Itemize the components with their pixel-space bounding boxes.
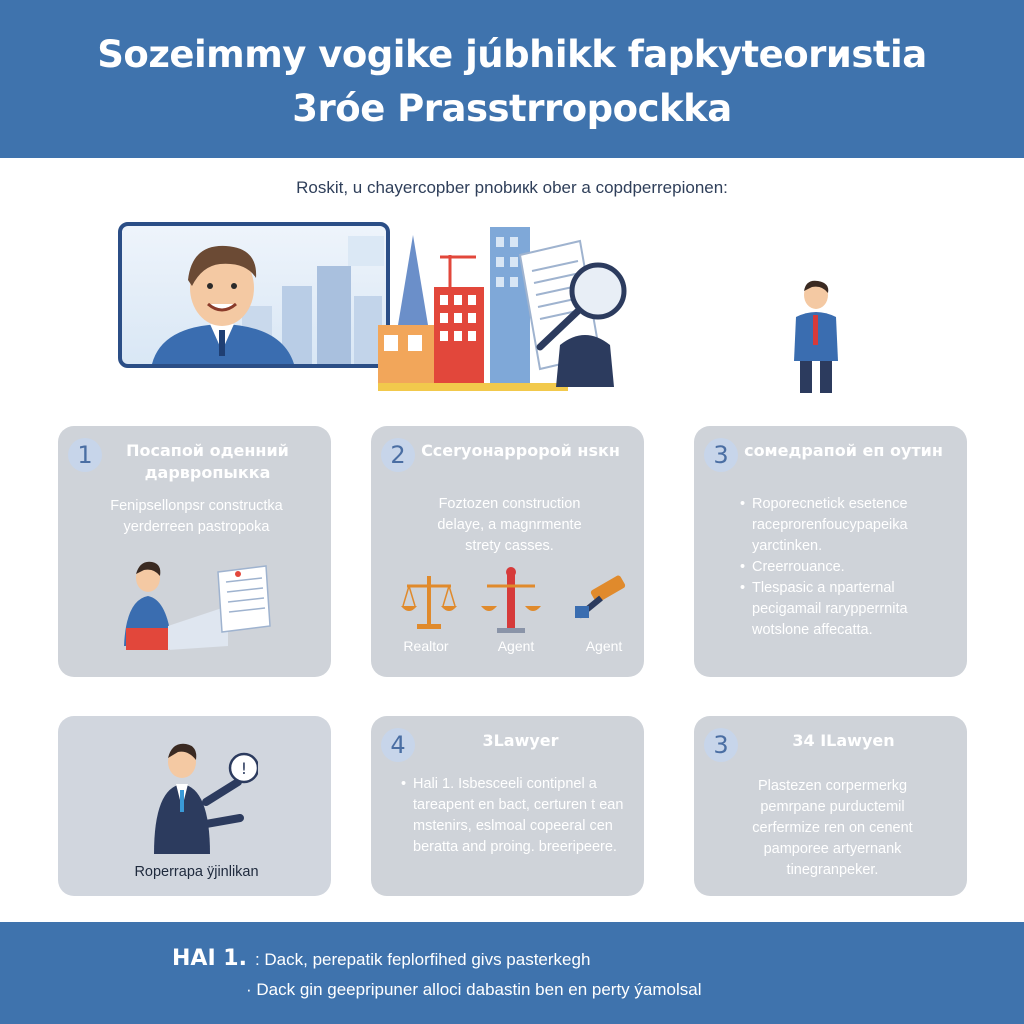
icon-label: Realtor: [403, 638, 449, 654]
page-title-line2: 3róe Prasstrropockka: [292, 87, 732, 130]
card-caption: Roperrapa ÿjinlikan: [134, 864, 259, 880]
magnifier-document-icon: [490, 235, 640, 395]
card-body: [76, 496, 317, 538]
header-banner: [0, 0, 1024, 158]
info-card-6: [694, 716, 967, 896]
card-number: 4: [381, 728, 415, 762]
consultant-icon: [148, 738, 258, 858]
footer-line-2: · Dack gin geepripuner alloci dabastin ben en perty ýamolsal: [246, 980, 702, 999]
card-body-line: Plastezen corpermerkg: [757, 778, 908, 794]
footer-line-1: : Dack, perepatik feplorfihed givs pasterkegh: [254, 950, 591, 969]
bullet-item: • Roporecnetick esetence raceprorenfoucypapeika yarctinken.: [740, 494, 943, 557]
card-title: 3Lawyer: [482, 731, 559, 750]
laptop-worker-icon: [118, 556, 278, 656]
businessman-icon: [782, 277, 852, 397]
card-title: сомедрапой еп оутин: [744, 441, 943, 460]
presenter-video-icon: [118, 222, 390, 368]
scales-icon: [481, 566, 541, 636]
card-number: 3: [704, 438, 738, 472]
card-body-line: pemrpane purductemil: [760, 799, 905, 815]
bullet-item: • Hali 1. Isbesceeli contipnel a tareapent en bact, certuren t ean mstenirs, eslmoal copeeral cen beratta and proing. breeripeere.: [401, 774, 626, 858]
card-title: 34 ILawyen: [792, 731, 895, 750]
footer-banner: [0, 922, 1024, 1024]
card-number: 1: [68, 438, 102, 472]
card-bullets: [740, 494, 943, 641]
hero-illustration: [110, 215, 870, 395]
card-body-line: tinegranpeker.: [786, 862, 879, 878]
card-body-line: pamporee artyernank: [763, 841, 902, 857]
svg-text:!: !: [240, 759, 248, 778]
card-title: Ссеryонарророй нsкн: [421, 441, 620, 460]
card-body-line: Foztozen construction: [438, 496, 581, 512]
info-card-2: [371, 426, 644, 677]
card-body-line: strety casses.: [465, 538, 554, 554]
info-card-5: [371, 716, 644, 896]
card-body-line: delaye, a magnrmente: [437, 517, 582, 533]
footer-label: HAI 1.: [172, 946, 247, 971]
card-number: 3: [704, 728, 738, 762]
card-body: [712, 776, 953, 881]
info-card-4: [58, 716, 331, 896]
page-title-line1: Sozeimmy vogike júbhikk fapkyteorиstia: [97, 33, 927, 76]
card-bullets: [401, 774, 626, 858]
bullet-item: • Creerrouance.: [740, 557, 943, 578]
info-card-1: [58, 426, 331, 677]
gavel-icon: [571, 574, 631, 624]
card-body-line: yerderreen pastropoka: [123, 519, 270, 535]
footer-row-1: [172, 946, 590, 971]
card-body-line: cerfermize ren on cenent: [752, 820, 913, 836]
scales-icon: [399, 572, 459, 632]
card-number: 2: [381, 438, 415, 472]
bullet-item: • Tlespasic a nparternal pecigamail rarypperrnita wotslone affecatta.: [740, 578, 943, 641]
info-card-3: [694, 426, 967, 677]
icon-label: Agent: [497, 638, 535, 654]
card-body-line: Fenipsellonpsr constructka: [110, 498, 283, 514]
card-title: Посапой оденний дарвропыкка: [126, 441, 289, 482]
card-body: [389, 494, 630, 557]
page-subtitle: Roskit, u chayercopber pnobикk ober a copdperrepionen:: [296, 178, 728, 197]
icon-label: Agent: [585, 638, 623, 654]
